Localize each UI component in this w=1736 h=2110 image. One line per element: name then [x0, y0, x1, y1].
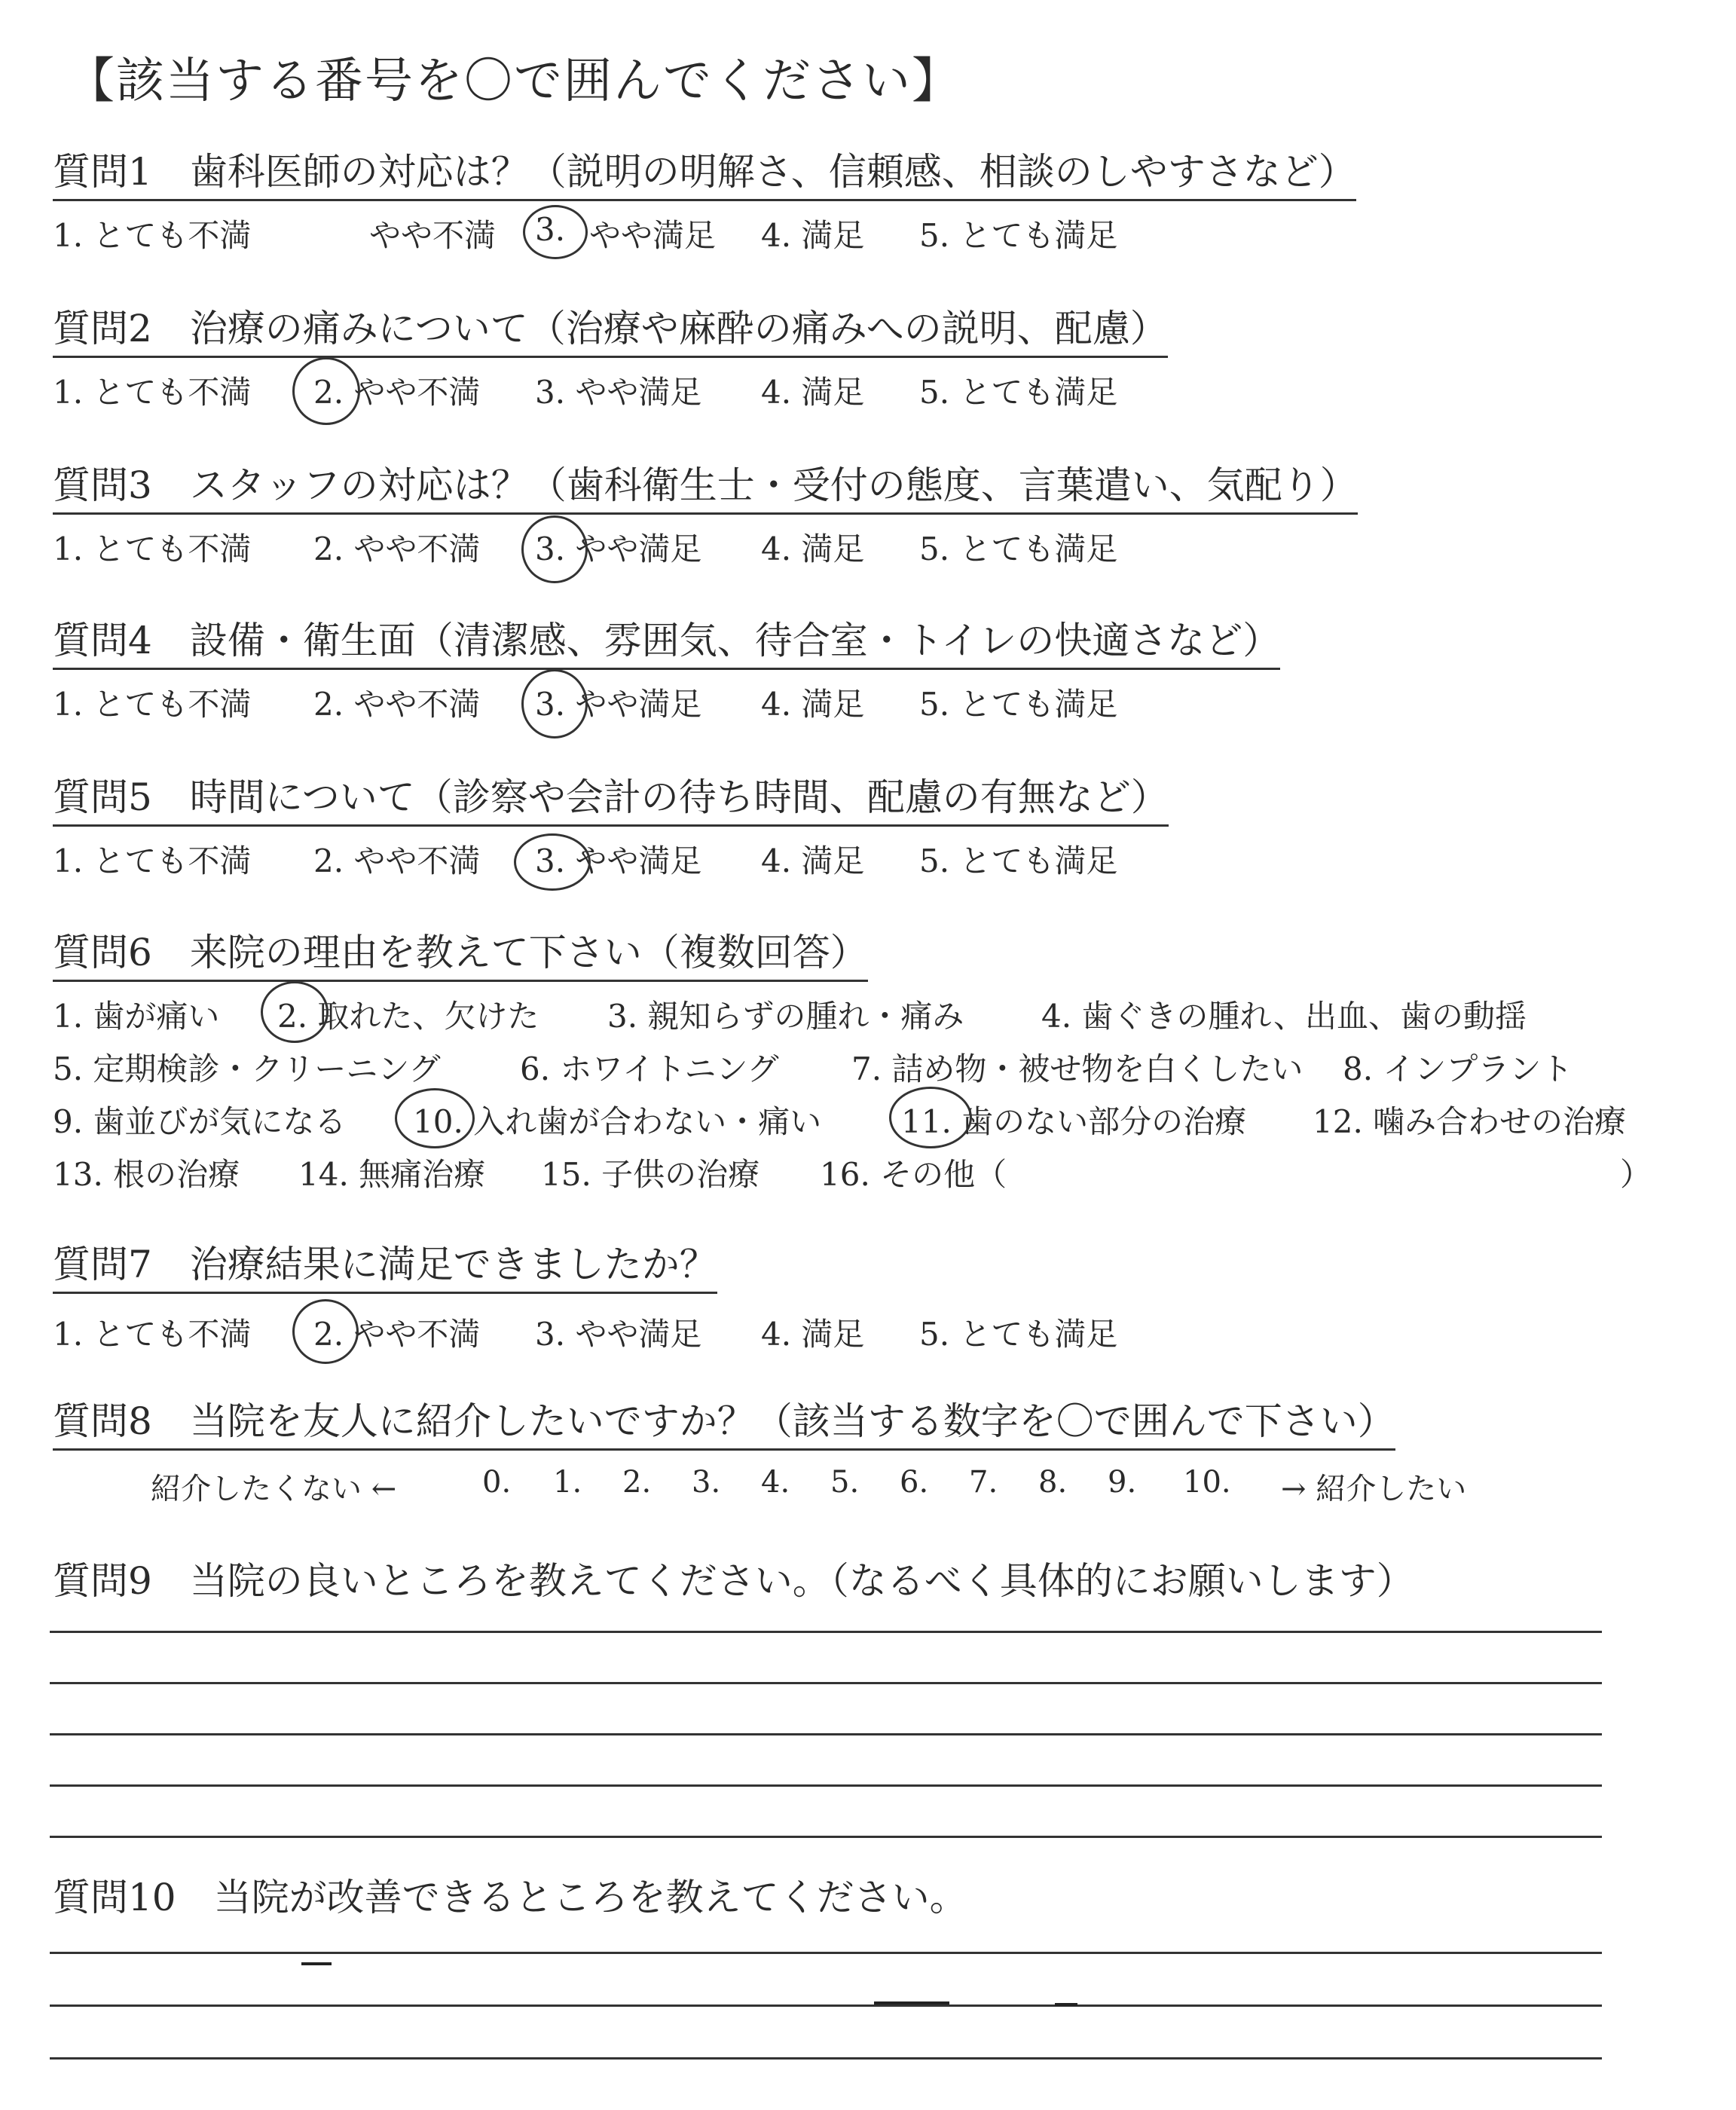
scale-right-label: → 紹介したい: [1281, 1472, 1467, 1506]
option-3[interactable]: 3. やや満足: [535, 374, 702, 411]
question-3-options: [53, 524, 1258, 570]
option-5[interactable]: 5. とても満足: [919, 217, 1118, 254]
option-2[interactable]: 2. やや不満: [313, 842, 481, 879]
option-3[interactable]: 3. やや満足: [535, 1316, 702, 1353]
question-2-options: [53, 368, 1258, 413]
scale-2[interactable]: 2.: [622, 1465, 652, 1500]
scale-10[interactable]: 10.: [1183, 1465, 1231, 1500]
question-number: 質問5: [53, 775, 152, 819]
answer-line[interactable]: [50, 1952, 1602, 1954]
question-text: 当院の良いところを教えてください。（なるべく具体的にお願いします）: [189, 1559, 1414, 1603]
question-number: 質問4: [53, 619, 152, 662]
scale-5[interactable]: 5.: [830, 1465, 860, 1500]
scale-1[interactable]: 1.: [553, 1465, 582, 1500]
reason-13[interactable]: 13. 根の治療: [53, 1156, 240, 1193]
question-3-title: [53, 464, 1358, 515]
option-3[interactable]: 3. やや満足: [535, 531, 702, 567]
option-5[interactable]: 5. とても満足: [919, 374, 1118, 411]
scale-left-label: 紹介したくない ←: [151, 1472, 397, 1506]
question-10-title: [53, 1876, 967, 1925]
question-text: 治療の痛みについて（治療や麻酔の痛みへの説明、配慮）: [189, 307, 1168, 350]
option-5[interactable]: 5. とても満足: [919, 531, 1118, 567]
scale-0[interactable]: 0.: [482, 1465, 512, 1500]
scale-7[interactable]: 7.: [969, 1465, 998, 1500]
option-4[interactable]: 4. 満足: [761, 374, 865, 411]
question-text: 治療結果に満足できましたか？: [189, 1243, 717, 1286]
reason-10[interactable]: 10. 入れ歯が合わない・痛い: [413, 1103, 822, 1140]
handwriting-mark: [301, 1962, 332, 1965]
reason-11[interactable]: 11. 歯のない部分の治療: [901, 1103, 1247, 1140]
reason-7[interactable]: 7. 詰め物・被せ物を白くしたい: [851, 1050, 1304, 1087]
option-4[interactable]: 4. 満足: [761, 1316, 865, 1353]
reason-row: [53, 1150, 1710, 1203]
question-text: 当院を友人に紹介したいですか？（該当する数字を〇で囲んで下さい）: [189, 1399, 1395, 1443]
scale-4[interactable]: 4.: [761, 1465, 790, 1500]
question-7-options: [53, 1310, 1258, 1355]
option-1[interactable]: 1. とても不満: [53, 217, 252, 254]
scale-3[interactable]: 3.: [692, 1465, 721, 1500]
option-4[interactable]: 4. 満足: [761, 842, 865, 879]
reason-9[interactable]: 9. 歯並びが気になる: [53, 1103, 347, 1140]
option-2[interactable]: 2. やや不満: [313, 374, 481, 411]
question-6-title: [53, 931, 868, 982]
option-3-label[interactable]: やや満足: [589, 217, 717, 254]
reason-row: [53, 1097, 1710, 1150]
question-number: 質問3: [53, 463, 152, 507]
question-1-options: [53, 211, 1258, 256]
answer-line[interactable]: [50, 1784, 1602, 1787]
question-number: 質問9: [53, 1559, 152, 1603]
question-number: 質問2: [53, 307, 152, 350]
option-3-number[interactable]: 3.: [535, 211, 566, 248]
reason-row: [53, 992, 1710, 1044]
reason-1[interactable]: 1. 歯が痛い: [53, 998, 220, 1035]
reason-15[interactable]: 15. 子供の治療: [541, 1156, 760, 1193]
question-9-title: [53, 1560, 1414, 1608]
handwriting-mark: [1055, 2003, 1077, 2006]
option-3[interactable]: 3. やや満足: [535, 842, 702, 879]
answer-line[interactable]: [50, 1836, 1602, 1838]
scale-6[interactable]: 6.: [900, 1465, 929, 1500]
question-number: 質問7: [53, 1243, 152, 1286]
question-2-title: [53, 307, 1168, 358]
reason-16-close: ）: [1620, 1156, 1652, 1193]
question-number: 質問8: [53, 1399, 152, 1443]
reason-row: [53, 1044, 1710, 1097]
recommend-scale: [151, 1465, 1582, 1510]
question-5-title: [53, 776, 1169, 827]
scale-8[interactable]: 8.: [1038, 1465, 1068, 1500]
reason-14[interactable]: 14. 無痛治療: [298, 1156, 486, 1193]
reason-8[interactable]: 8. インプラント: [1343, 1050, 1573, 1087]
question-4-options: [53, 680, 1258, 725]
question-4-title: [53, 619, 1280, 670]
option-5[interactable]: 5. とても満足: [919, 686, 1118, 723]
handwriting-mark: [874, 2001, 949, 2004]
option-3[interactable]: 3. やや満足: [535, 686, 702, 723]
option-5[interactable]: 5. とても満足: [919, 842, 1118, 879]
reason-4[interactable]: 4. 歯ぐきの腫れ、出血、歯の動揺: [1041, 998, 1527, 1035]
option-5[interactable]: 5. とても満足: [919, 1316, 1118, 1353]
answer-line[interactable]: [50, 1733, 1602, 1735]
option-1[interactable]: 1. とても不満: [53, 531, 252, 567]
question-text: 当院が改善できるところを教えてください。: [213, 1876, 967, 1919]
question-number: 質問10: [53, 1876, 176, 1919]
option-2[interactable]: 2. やや不満: [313, 531, 481, 567]
option-4[interactable]: 4. 満足: [761, 531, 865, 567]
question-text: 来院の理由を教えて下さい（複数回答）: [189, 931, 868, 974]
reason-5[interactable]: 5. 定期検診・クリーニング: [53, 1050, 441, 1087]
answer-line[interactable]: [50, 2057, 1602, 2060]
option-1[interactable]: 1. とても不満: [53, 842, 252, 879]
question-7-title: [53, 1243, 717, 1294]
option-1[interactable]: 1. とても不満: [53, 374, 252, 411]
question-text: 歯科医師の対応は？（説明の明解さ、信頼感、相談のしやすさなど）: [189, 150, 1356, 194]
answer-line[interactable]: [50, 1631, 1602, 1633]
option-2-label[interactable]: やや不満: [369, 217, 497, 254]
question-5-options: [53, 836, 1258, 882]
question-number: 質問6: [53, 931, 152, 974]
question-number: 質問1: [53, 150, 152, 194]
question-1-title: [53, 151, 1356, 201]
option-1[interactable]: 1. とても不満: [53, 686, 252, 723]
option-1[interactable]: 1. とても不満: [53, 1316, 252, 1353]
reason-6[interactable]: 6. ホワイトニング: [520, 1050, 779, 1087]
scale-9[interactable]: 9.: [1108, 1465, 1137, 1500]
question-text: スタッフの対応は？（歯科衛生士・受付の態度、言葉遣い、気配り）: [189, 463, 1358, 507]
option-2[interactable]: 2. やや不満: [313, 686, 481, 723]
page-heading: 【該当する番号を〇で囲んでください】: [66, 54, 961, 109]
option-4[interactable]: 4. 満足: [761, 686, 865, 723]
question-6-options: [53, 992, 1710, 1203]
answer-line[interactable]: [50, 1682, 1602, 1684]
reason-16[interactable]: 16. その他（: [820, 1156, 1007, 1193]
question-text: 時間について（診察や会計の待ち時間、配慮の有無など）: [189, 775, 1169, 819]
answer-line[interactable]: [50, 2004, 1602, 2007]
option-4[interactable]: 4. 満足: [761, 217, 865, 254]
reason-12[interactable]: 12. 噛み合わせの治療: [1313, 1103, 1627, 1140]
question-8-title: [53, 1400, 1395, 1451]
reason-2[interactable]: 2. 取れた、欠けた: [277, 998, 539, 1035]
option-2[interactable]: 2. やや不満: [313, 1316, 481, 1353]
reason-3[interactable]: 3. 親知らずの腫れ・痛み: [607, 998, 964, 1035]
question-text: 設備・衛生面（清潔感、雰囲気、待合室・トイレの快適さなど）: [189, 619, 1281, 662]
